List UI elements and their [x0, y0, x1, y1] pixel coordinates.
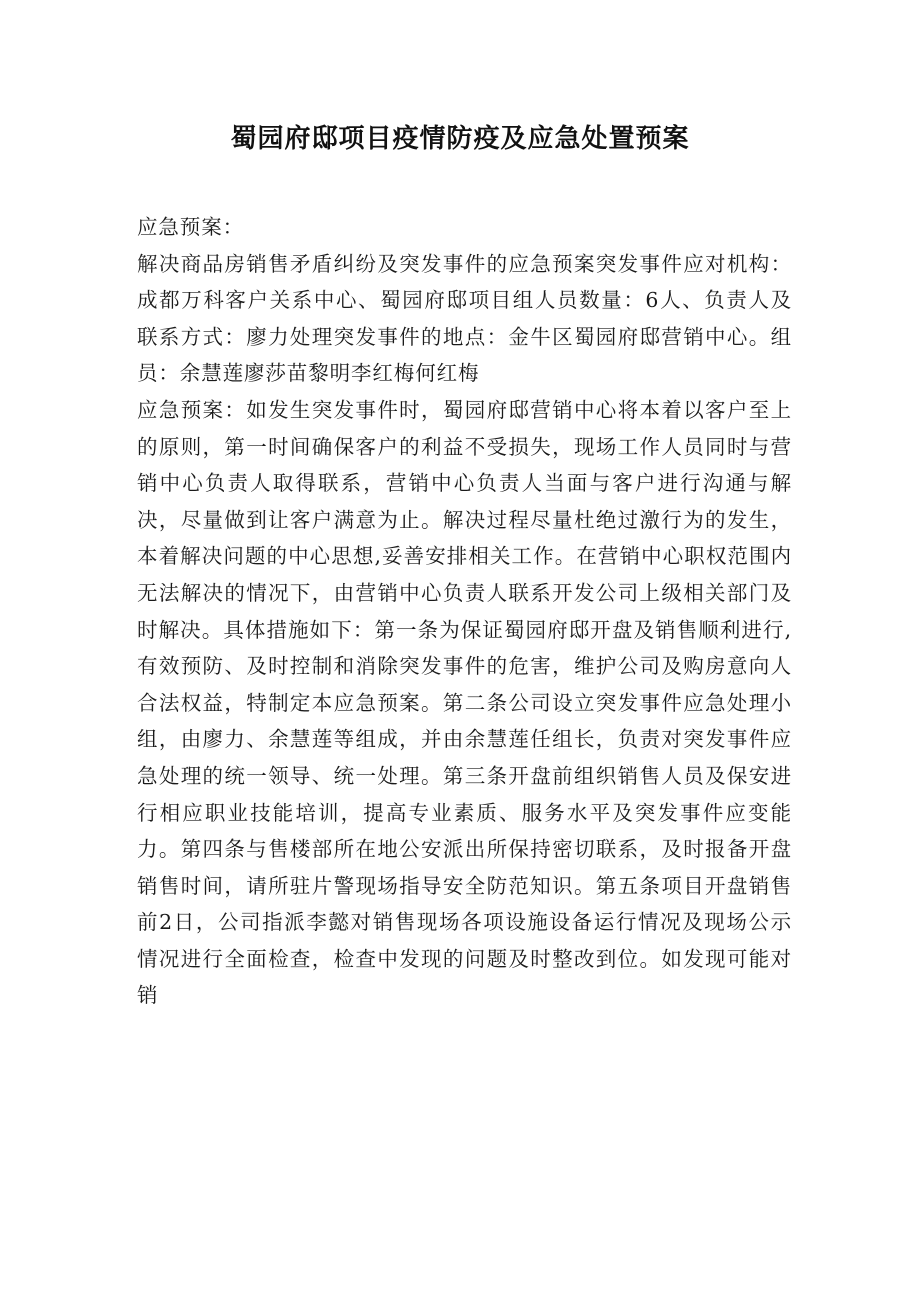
document-body — [137, 209, 792, 1014]
document-title: 蜀园府邸项目疫情防疫及应急处置预案 — [230, 124, 690, 154]
paragraph-emergency-plan: 应急预案：如发生突发事件时，蜀园府邸营销中心将本着以客户至上的原则，第一时间确保客户的利益不受损失，现场工作人员同时与营销中心负责人取得联系，营销中心负责人当面与客户进行沟通与解决，尽量做到让客户满意为止。解决过程尽量杜绝过激行为的发生，本着解决问题的中心思想,妥善安排相关工作。在营销中心职权范围内无法解决的情况下，由营销中心负责人联系开发公司上级相关部门及时解决。具体措施如下：第一条为保证蜀园府邸开盘及销售顺利进行,有效预防、及时控制和消除突发事件的危害，维护公司及购房意向人合法权益，特制定本应急预案。第二条公司设立突发事件应急处理小组，由廖力、余慧莲等组成，并由余慧莲任组长，负责对突发事件应急处理的统一领导、统一处理。第三条开盘前组织销售人员及保安进行相应职业技能培训，提高专业素质、服务水平及突发事件应变能力。第四条与售楼部所在地公安派出所保持密切联系，及时报备开盘销售时间，请所驻片警现场指导安全防范知识。第五条项目开盘销售前2日，公司指派李懿对销售现场各项设施设备运行情况及现场公示情况进行全面检查，检查中发现的问题及时整改到位。如发现可能对销 — [137, 397, 792, 1008]
section-label: 应急预案： — [137, 215, 244, 239]
paragraph-response-organization: 解决商品房销售矛盾纠纷及突发事件的应急预案突发事件应对机构：成都万科客户关系中心、蜀园府邸项目组人员数量：6人、负责人及联系方式：廖力处理突发事件的地点：金牛区蜀园府邸营销中心。组员：余慧莲廖莎苗黎明李红梅何红梅 — [137, 251, 792, 386]
